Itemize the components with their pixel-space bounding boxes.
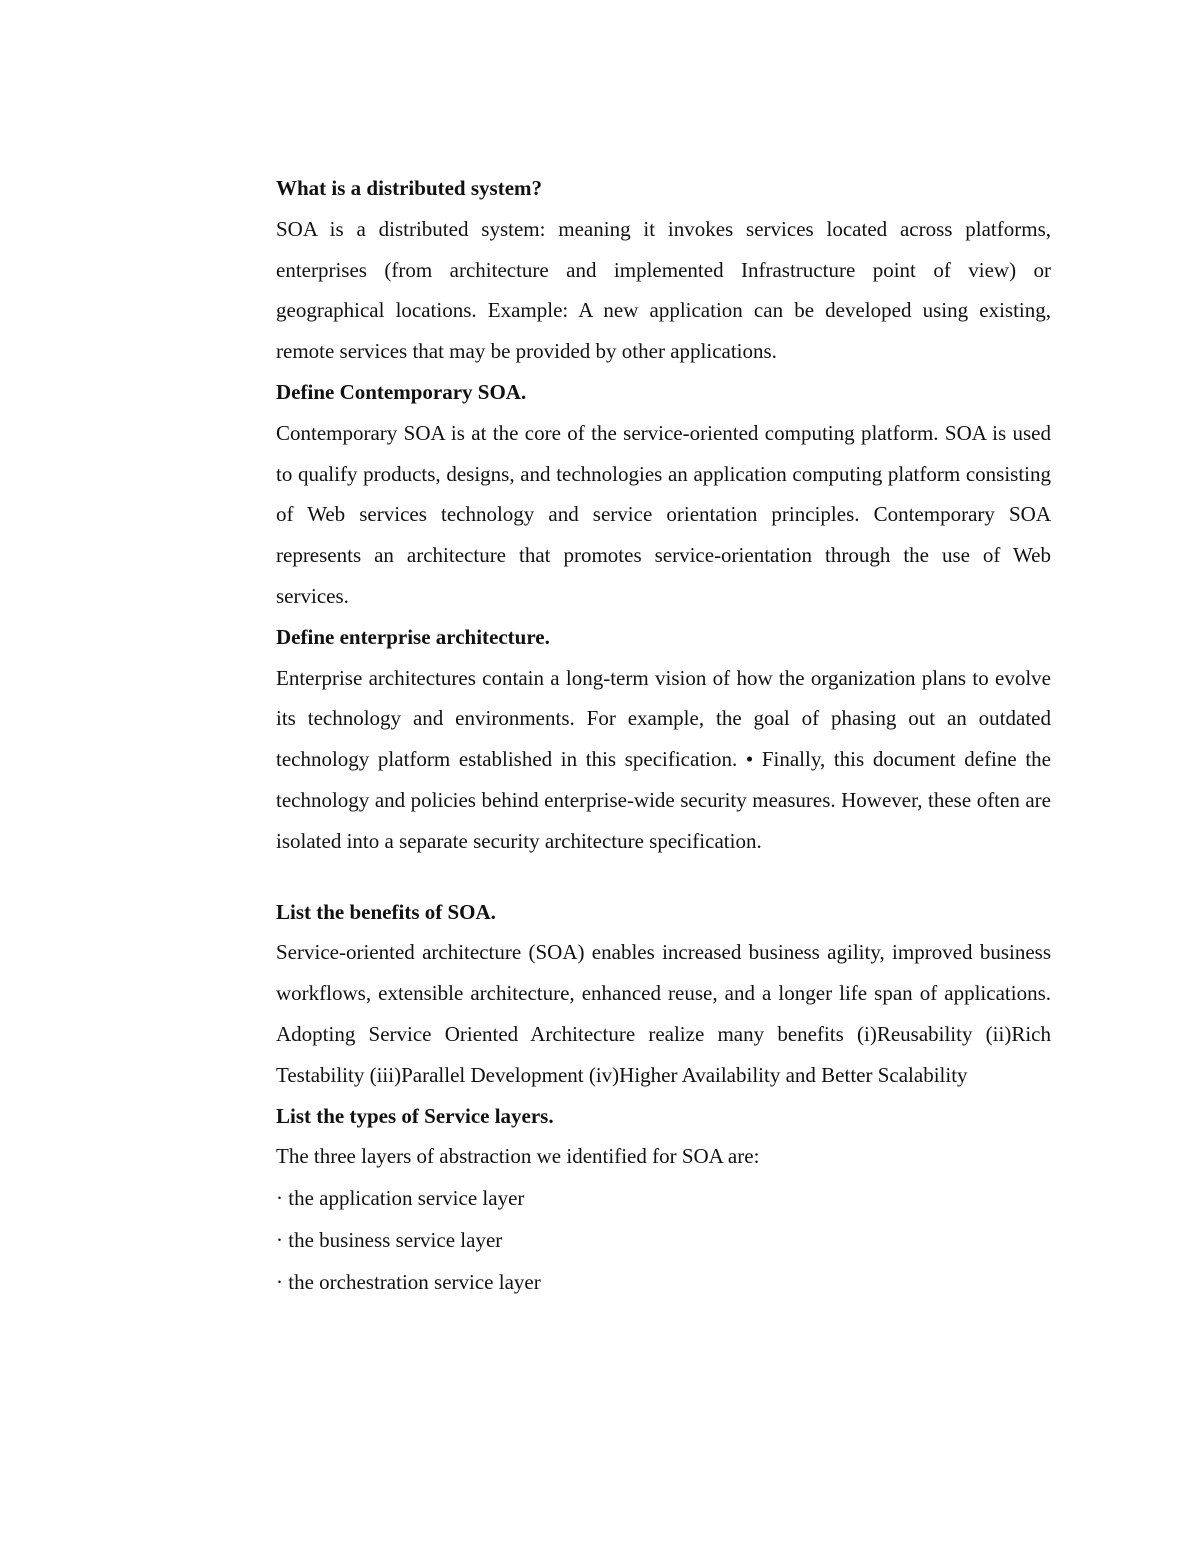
section-body-distributed-system: SOA is a distributed system: meaning it invokes services located across platforms, enterprises (from architecture and implemented Infrastructure point of view) or geographical locations. Example: A new application can be developed using existing, remote services that may be provided by other applications. [276,216,1051,364]
section-heading-distributed-system: What is a distributed system? [276,176,543,200]
list-item-application-layer: · the application service layer [276,1186,525,1211]
document-content [276,168,1051,1303]
list-item-business-layer: · the business service layer [276,1228,503,1253]
section-heading-service-layers: List the types of Service layers. [276,1103,554,1128]
section-body-enterprise-architecture: Enterprise architectures contain a long-term vision of how the organization plans to evolve its technology and environments. For example, the goal of phasing out an outdated technology platform established in this specification. • Finally, this document define the technology and policies behind enterprise-wide security measures. However, these often are isolated into a separate security architecture specification. [276,665,1051,853]
section-heading-enterprise-architecture: Define enterprise architecture. [276,624,550,649]
section-body-service-layers: The three layers of abstraction we identified for SOA are: [276,1144,760,1169]
paragraph-gap [276,862,1051,892]
section-body-soa-benefits: Service-oriented architecture (SOA) enables increased business agility, improved business workflows, extensible architecture, enhanced reuse, and a longer life span of applications. Adopting Service Oriented Architecture realize many benefits (i)Reusability (ii)Rich Testability (iii)Parallel Development (iv)Higher Availability and Better Scalability [276,940,1051,1087]
section-body-contemporary-soa: Contemporary SOA is at the core of the service-oriented computing platform. SOA is used to qualify products, designs, and technologies an application computing platform consisting of Web services technology and service orientation principles. Contemporary SOA represents an architecture that promotes service-orientation through the use of Web services. [276,420,1051,608]
section-heading-soa-benefits: List the benefits of SOA. [276,899,496,924]
list-item-orchestration-layer: · the orchestration service layer [276,1270,541,1295]
section-heading-contemporary-soa: Define Contemporary SOA. [276,379,527,404]
